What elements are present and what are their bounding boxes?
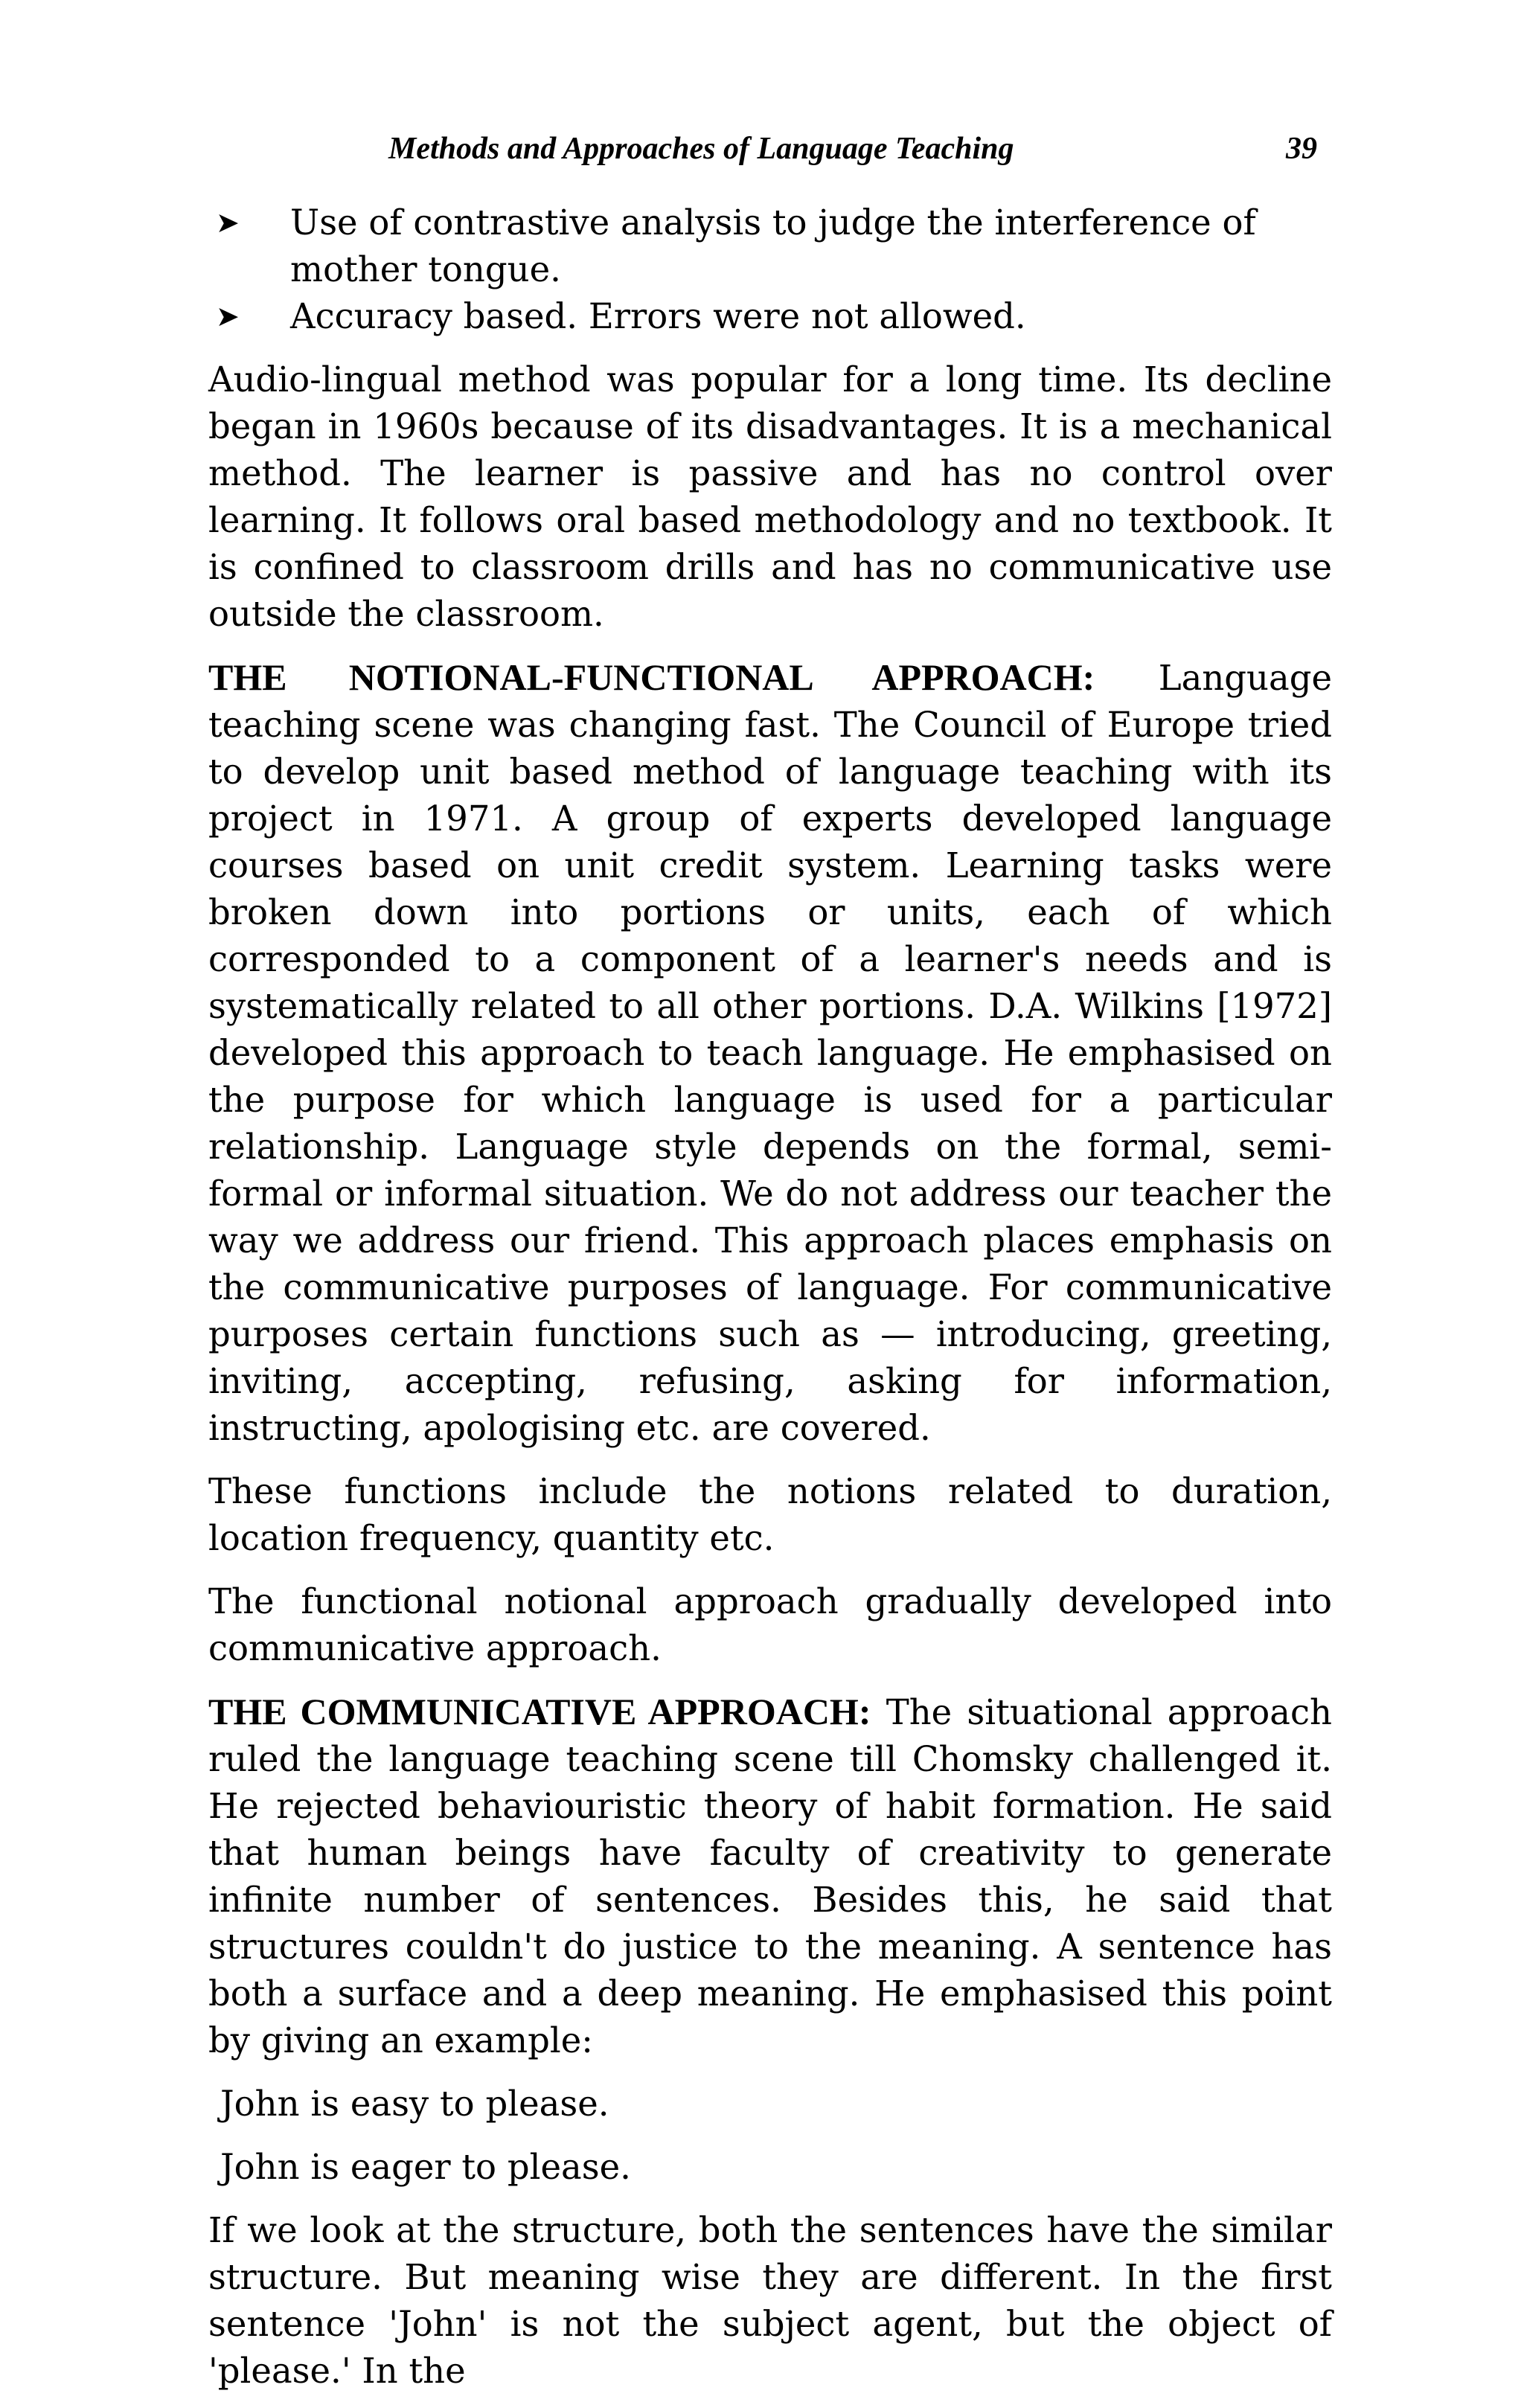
example-sentence: John is eager to please. [220, 2147, 631, 2187]
bullet-item [216, 293, 1332, 340]
communicative-paragraph [208, 1688, 1332, 2064]
structure-paragraph: If we look at the structure, both the sentences have the similar structure. But meaning wise they are different. In the first sentence 'John' is not the subject agent, but the object of 'please.' In the [208, 2210, 1332, 2391]
bullet-text: Use of contrastive analysis to judge the interference of mother tongue. [290, 202, 1256, 289]
section-heading-notional-functional: THE NOTIONAL-FUNCTIONAL APPROACH: [208, 656, 1095, 698]
functional-notional-paragraph: The functional notional approach gradually developed into communicative approach. [208, 1581, 1332, 1668]
page-body [208, 199, 1332, 2395]
audio-lingual-paragraph: Audio-lingual method was popular for a long time. Its decline began in 1960s because of its disadvantages. It is a mechanical method. The learner is passive and has no control over learning. It follows oral based methodology and no textbook. It is confined to classroom drills and has no communicative use outside the classroom. [208, 359, 1332, 634]
page-header [0, 131, 1524, 176]
bullet-item [216, 199, 1332, 293]
functions-paragraph: These functions include the notions related to duration, location frequency, quantity etc. [208, 1471, 1332, 1558]
arrow-bullet-icon: ➤ [216, 206, 240, 239]
bullet-text: Accuracy based. Errors were not allowed. [290, 296, 1026, 336]
notional-functional-text: Language teaching scene was changing fast. The Council of Europe tried to develop unit based method of language teaching with its project in 1971. A group of experts developed language courses based on unit credit system. Learning tasks were broken down into portions or units, each of which corresponded to a component of a learner's needs and is systematically related to all other portions. D.A. Wilkins [1972] developed this approach to teach language. He emphasised on the purpose for which language is used for a particular relationship. Language style depends on the formal, semi-formal or informal situation. We do not address our teacher the way we address our friend. This approach places emphasis on the communicative purposes of language. For communicative purposes certain functions such as — introducing, greeting, inviting, accepting, refusing, asking for information, instructing, apologising etc. are covered. [208, 658, 1333, 1448]
running-title: Methods and Approaches of Language Teaching [388, 132, 1014, 166]
section-heading-communicative: THE COMMUNICATIVE APPROACH: [208, 1691, 871, 1732]
example-sentence: John is easy to please. [220, 2084, 609, 2124]
notional-functional-paragraph [208, 654, 1332, 1452]
communicative-text: The situational approach ruled the language teaching scene till Chomsky challenged it. He rejected behaviouristic theory of habit formation. He said that human beings have faculty of creativity to generate infinite number of sentences. Besides this, he said that structures couldn't do justice to the meaning. A sentence has both a surface and a deep meaning. He emphasised this point by giving an example: [208, 1692, 1332, 2060]
arrow-bullet-icon: ➤ [216, 300, 240, 333]
page-number: 39 [1286, 132, 1317, 166]
